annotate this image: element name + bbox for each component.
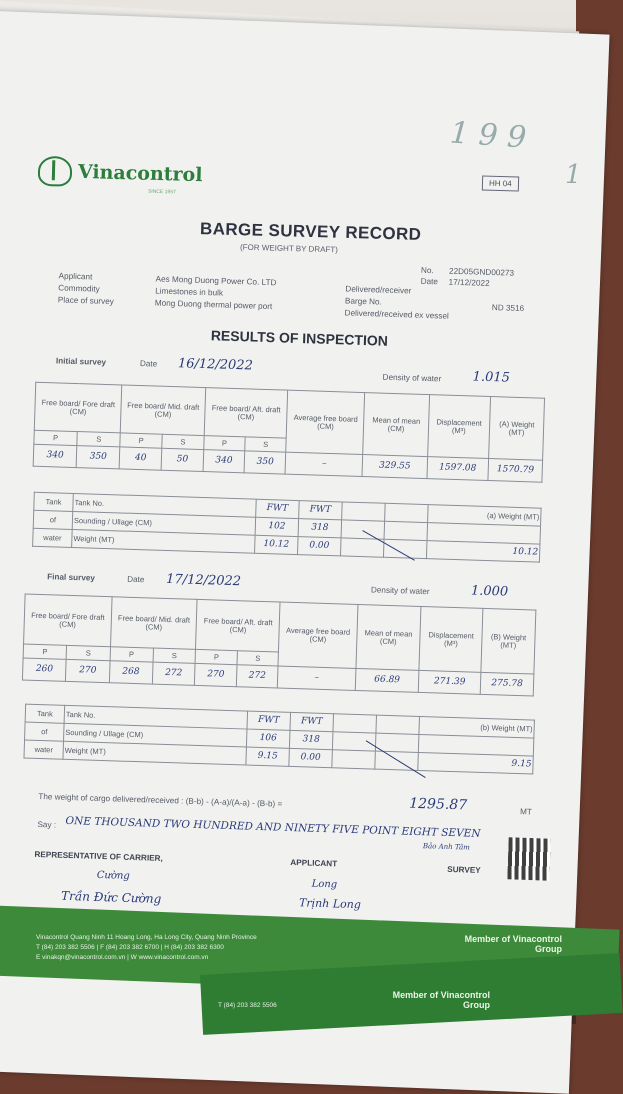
header-cell: Free board/ Aft. draft (CM)	[196, 599, 280, 652]
final-date-label: Date	[127, 574, 145, 585]
weight-1: 10.12	[255, 535, 299, 554]
header-cell: Free board/ Aft. draft (CM)	[204, 388, 288, 439]
value-cell: 1597.08	[427, 457, 489, 481]
page-title: BARGE SURVEY RECORD	[199, 219, 422, 244]
value-cell: –	[285, 452, 363, 476]
tank-no-label: Tank No.	[73, 493, 256, 517]
commodity-label: Commodity	[58, 283, 100, 294]
value-cell: 340	[33, 444, 77, 467]
weight-label: Weight (MT)	[72, 529, 255, 553]
value-cell: 350	[76, 446, 120, 469]
value-cell: –	[278, 666, 356, 690]
sounding-1: 102	[255, 517, 299, 536]
result-value: 10.12	[426, 541, 540, 563]
say-extra: Bảo Anh Tâm	[422, 842, 471, 852]
value-cell: 272	[152, 662, 196, 685]
applicant-label: Applicant	[58, 271, 93, 282]
tank-col-2: FWT	[299, 501, 343, 520]
cargo-unit: MT	[519, 807, 533, 817]
value-cell: 260	[22, 658, 66, 681]
final-draft-table	[22, 593, 536, 696]
carrier-label: REPRESENTATIVE OF CARRIER,	[34, 849, 163, 863]
ullage-text: Ullage (CM)	[103, 728, 144, 739]
qr-code-icon	[507, 837, 550, 880]
member-text: Member of Vinacontrol Group	[464, 934, 562, 954]
header-cell: Free board/ Fore draft (CM)	[34, 382, 122, 433]
tank-no-label: Tank No.	[64, 705, 247, 729]
initial-date-value: 16/12/2022	[177, 356, 254, 374]
cargo-value: 1295.87	[408, 795, 468, 814]
header-cell: Average free board (CM)	[286, 390, 365, 454]
ps-cell: P	[204, 436, 246, 451]
say-value: ONE THOUSAND TWO HUNDRED AND NINETY FIVE POINT EIGHT SEVEN	[65, 814, 481, 840]
value-cell: 350	[244, 451, 286, 474]
final-label: Final survey	[47, 572, 96, 583]
result-value: 9.15	[418, 752, 534, 774]
sounding-1: 106	[246, 729, 290, 748]
ps-cell: P	[195, 649, 237, 664]
tank-empty	[384, 521, 428, 540]
final-density-label: Density of water	[370, 585, 430, 597]
header-cell: (A) Weight (MT)	[489, 397, 545, 461]
doc-date-label: Date	[420, 276, 439, 287]
member-text-2: Member of Vinacontrol Group	[392, 990, 490, 1010]
ps-cell: S	[245, 437, 287, 452]
ps-cell: S	[162, 434, 204, 449]
tank-empty	[385, 503, 429, 522]
form-code: HH 04	[482, 176, 519, 192]
water-label: water	[33, 528, 73, 547]
tank-empty	[342, 502, 386, 521]
footer-phone-2: T (84) 203 382 5506	[218, 1002, 277, 1009]
surveyor-label: SURVEY	[447, 864, 481, 875]
of-label: of	[33, 510, 73, 529]
header-cell: Free board/ Mid. draft (CM)	[110, 597, 197, 650]
final-date-value: 17/12/2022	[165, 571, 242, 590]
weight-label: Weight (MT)	[63, 741, 246, 765]
ps-cell: S	[153, 648, 196, 663]
ps-cell: S	[237, 651, 279, 666]
ps-cell: P	[110, 647, 153, 662]
carrier-signature: Cường	[96, 869, 130, 882]
applicant-value: Aes Mong Duong Power Co. LTD	[155, 274, 277, 288]
sounding-2: 318	[298, 519, 342, 538]
tank-col-1: FWT	[256, 499, 300, 518]
ex-vessel-label: Delivered/received ex vessel	[344, 308, 449, 321]
value-cell: 40	[119, 447, 161, 470]
weight-2: 0.00	[298, 537, 342, 556]
tank-empty	[376, 715, 420, 734]
tank-empty	[333, 714, 377, 733]
results-title: RESULTS OF INSPECTION	[210, 327, 389, 349]
tank-col-1: FWT	[247, 711, 291, 730]
page-subtitle: (FOR WEIGHT BY DRAFT)	[239, 242, 339, 255]
ps-cell: P	[34, 430, 78, 445]
ps-cell: S	[66, 645, 110, 660]
applicant-name: Trịnh Long	[298, 896, 362, 912]
header-cell: Mean of mean (CM)	[356, 604, 421, 670]
tank-empty	[340, 538, 384, 557]
initial-draft-table	[33, 382, 545, 483]
header-cell: Free board/ Mid. draft (CM)	[121, 385, 206, 436]
water-label: water	[24, 740, 64, 759]
sounding-text: Sounding	[73, 515, 106, 526]
initial-tank-table	[32, 492, 541, 563]
initial-density-label: Density of water	[382, 372, 442, 384]
header-cell: Average free board (CM)	[278, 602, 357, 668]
sounding-2: 318	[289, 730, 333, 749]
weight-2: 0.00	[289, 748, 333, 767]
logo-subtitle: SINCE 1957	[147, 188, 176, 196]
sounding-text: Sounding	[65, 727, 98, 738]
initial-density-value: 1.015	[472, 369, 511, 386]
result-label: (a) Weight (MT)	[428, 505, 542, 527]
place-value: Mong Duong thermal power port	[154, 298, 273, 312]
logo-text: Vinacontrol	[77, 160, 203, 187]
result-label: (b) Weight (MT)	[419, 716, 535, 738]
ps-cell: P	[120, 433, 162, 448]
tank-empty	[332, 750, 376, 769]
header-cell: Displacement (M³)	[427, 395, 491, 459]
tank-col-2: FWT	[290, 712, 334, 731]
applicant-signature: Long	[311, 878, 338, 891]
say-label: Say :	[37, 820, 57, 830]
value-cell: 270	[66, 659, 110, 682]
sounding-label: Sounding / Ullage (CM)	[72, 511, 255, 535]
doc-no-value: 22D05GND00273	[448, 266, 515, 278]
ps-cell: S	[77, 432, 121, 447]
value-cell: 272	[236, 665, 278, 688]
barge-label: Barge No.	[344, 296, 382, 307]
value-cell: 271.39	[418, 670, 481, 694]
cargo-label: The weight of cargo delivered/received : (B-b) - (A-a)/(A-a) - (B-b) =	[38, 792, 283, 809]
barge-value: ND 3516	[491, 303, 525, 314]
delivered-label: Delivered/receiver	[345, 284, 412, 296]
footer-web: E vinakqn@vinacontrol.com.vn | W www.vinacontrol.com.vn	[36, 954, 209, 961]
value-cell: 50	[161, 448, 203, 471]
header-cell: (B) Weight (MT)	[481, 608, 536, 674]
header-cell: Mean of mean (CM)	[363, 393, 429, 457]
final-tank-table	[23, 704, 534, 775]
value-cell: 329.55	[362, 455, 427, 479]
corner-mark-2: 1	[565, 160, 582, 190]
doc-no-label: No.	[420, 265, 434, 276]
value-cell: 340	[203, 450, 245, 473]
tank-label: Tank	[34, 492, 74, 511]
of-label: of	[25, 722, 65, 741]
ps-cell: P	[23, 644, 67, 659]
corner-mark: 1 9 9	[448, 115, 528, 156]
value-cell: 268	[109, 661, 153, 684]
place-label: Place of survey	[57, 295, 114, 307]
applicant-sign-label: APPLICANT	[290, 857, 338, 869]
carrier-name: Trần Đức Cường	[60, 888, 162, 906]
ullage-text: Ullage (CM)	[111, 516, 153, 528]
value-cell: 270	[195, 663, 237, 686]
tank-label: Tank	[25, 704, 65, 723]
weight-1: 9.15	[246, 747, 290, 766]
initial-label: Initial survey	[55, 356, 107, 367]
doc-date-value: 17/12/2022	[448, 277, 490, 288]
final-density-value: 1.000	[470, 583, 509, 600]
footer-contact: T (84) 203 382 5506 | F (84) 203 382 6700 | H (84) 203 382 6300	[36, 944, 224, 951]
commodity-value: Limestones in bulk	[155, 286, 224, 298]
initial-date-label: Date	[139, 359, 158, 369]
value-cell: 275.78	[480, 672, 534, 696]
header-cell: Displacement (M³)	[419, 606, 483, 672]
header-cell: Free board/ Fore draft (CM)	[24, 594, 112, 647]
footer-address: Vinacontrol Quang Ninh 11 Hoang Long, Ha Long City, Quang Ninh Province	[36, 934, 257, 941]
value-cell: 66.89	[355, 668, 419, 692]
sounding-label: Sounding / Ullage (CM)	[64, 723, 247, 747]
value-cell: 1570.79	[488, 459, 542, 483]
